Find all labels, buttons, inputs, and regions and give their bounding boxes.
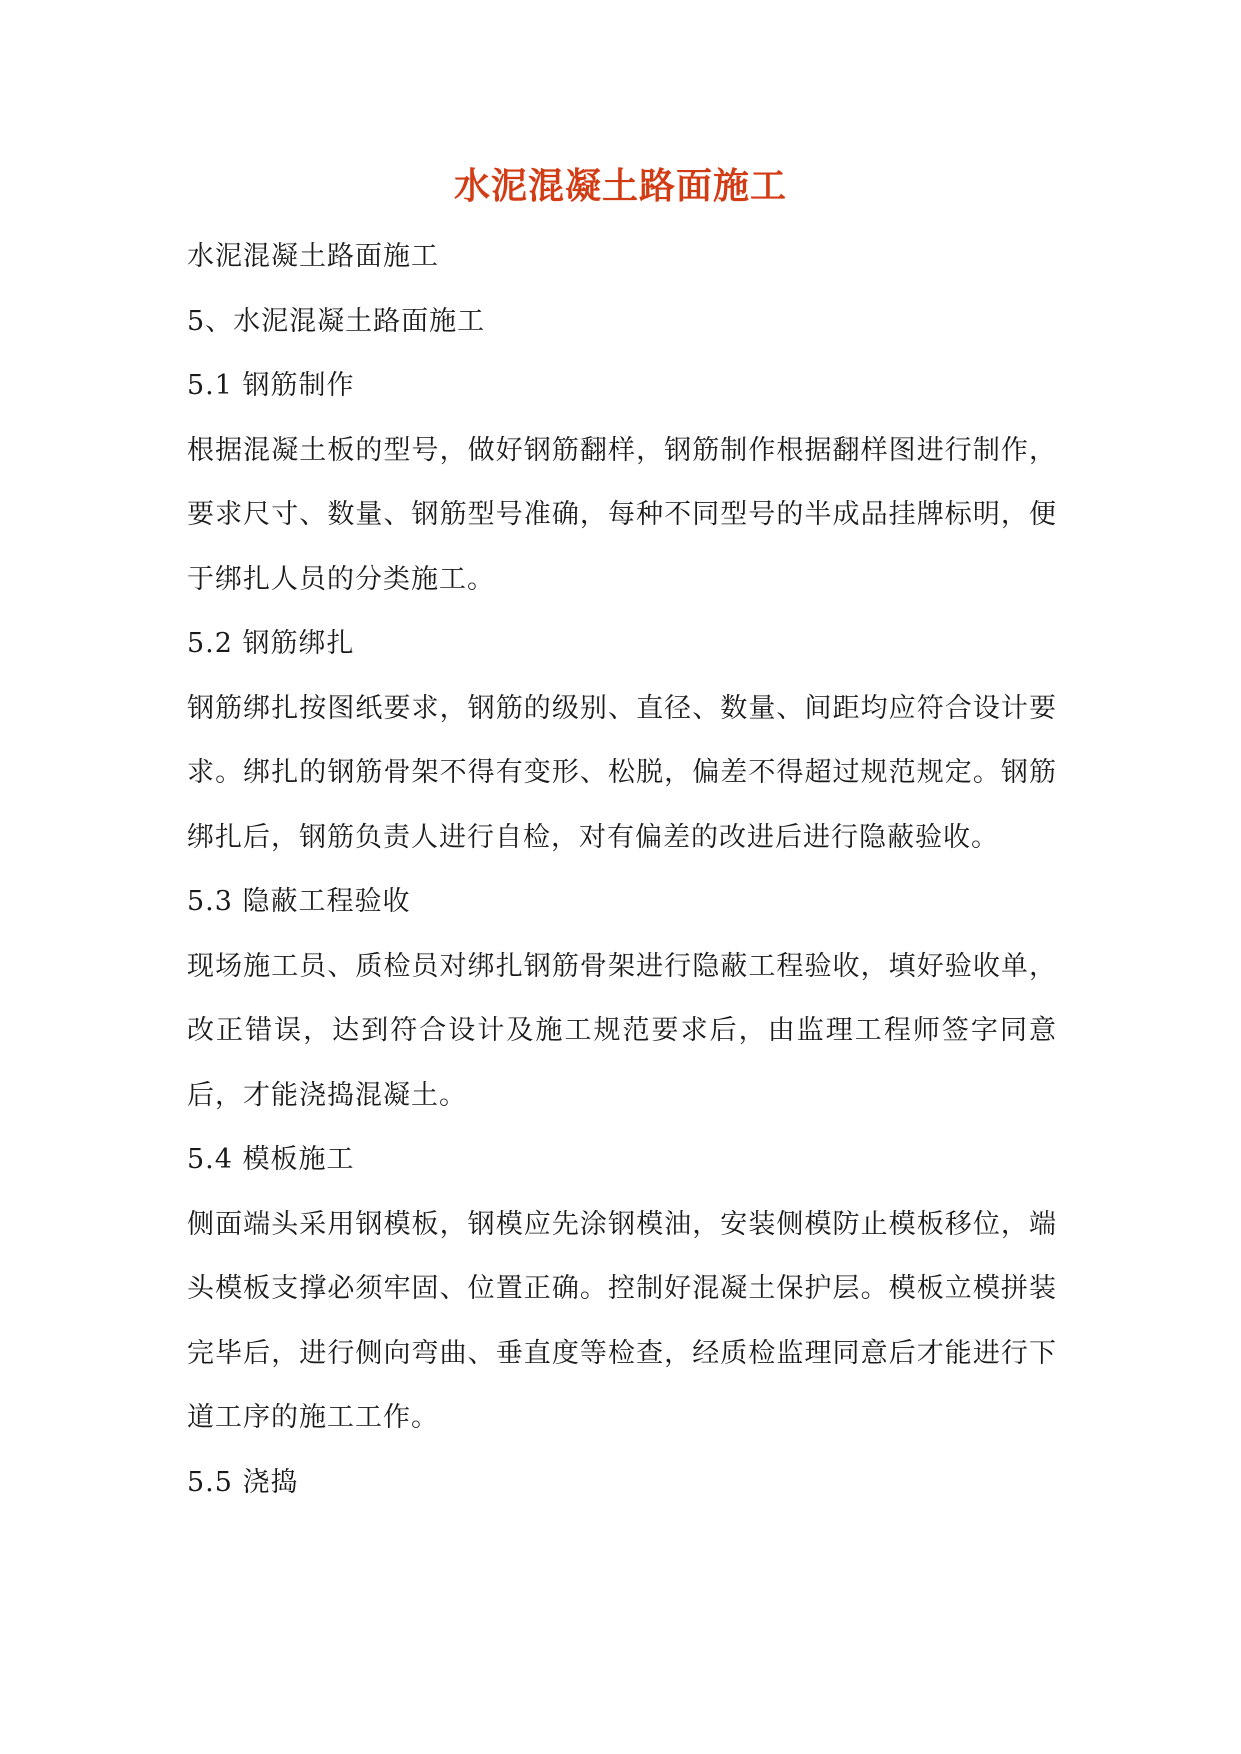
document-subtitle: 水泥混凝土路面施工 xyxy=(187,241,439,272)
subsection-heading-5-5: 5.5 浇捣 xyxy=(187,1466,299,1498)
section-heading: 5、水泥混凝土路面施工 xyxy=(187,305,486,337)
paragraph-5-3: 现场施工员、质检员对绑扎钢筋骨架进行隐蔽工程验收，填好验收单，改正错误，达到符合设计及施工规范要求后，由监理工程师签字同意后，才能浇捣混凝土。 xyxy=(187,950,1057,1111)
subsection-heading-5-3: 5.3 隐蔽工程验收 xyxy=(187,886,411,917)
subsection-heading-5-2: 5.2 钢筋绑扎 xyxy=(187,628,355,659)
paragraph-5-4: 侧面端头采用钢模板，钢模应先涂钢模油，安装侧模防止模板移位，端头模板支撑必须牢固、位置正确。控制好混凝土保护层。模板立模拼装完毕后，进行侧向弯曲、垂直度等检查，经质检监理同意后才能进行下道工序的施工工作。 xyxy=(187,1208,1057,1433)
subsection-heading-5-4: 5.4 模板施工 xyxy=(187,1144,355,1175)
document-title: 水泥混凝土路面施工 xyxy=(453,165,787,207)
subsection-heading-5-1: 5.1 钢筋制作 xyxy=(187,370,355,401)
document-body xyxy=(187,225,1057,1515)
paragraph-5-1: 根据混凝土板的型号，做好钢筋翻样，钢筋制作根据翻样图进行制作，要求尺寸、数量、钢筋型号准确，每种不同型号的半成品挂牌标明，便于绑扎人员的分类施工。 xyxy=(187,434,1057,595)
paragraph-5-2: 钢筋绑扎按图纸要求，钢筋的级别、直径、数量、间距均应符合设计要求。绑扎的钢筋骨架不得有变形、松脱，偏差不得超过规范规定。钢筋绑扎后，钢筋负责人进行自检，对有偏差的改进后进行隐蔽验收。 xyxy=(187,692,1057,853)
